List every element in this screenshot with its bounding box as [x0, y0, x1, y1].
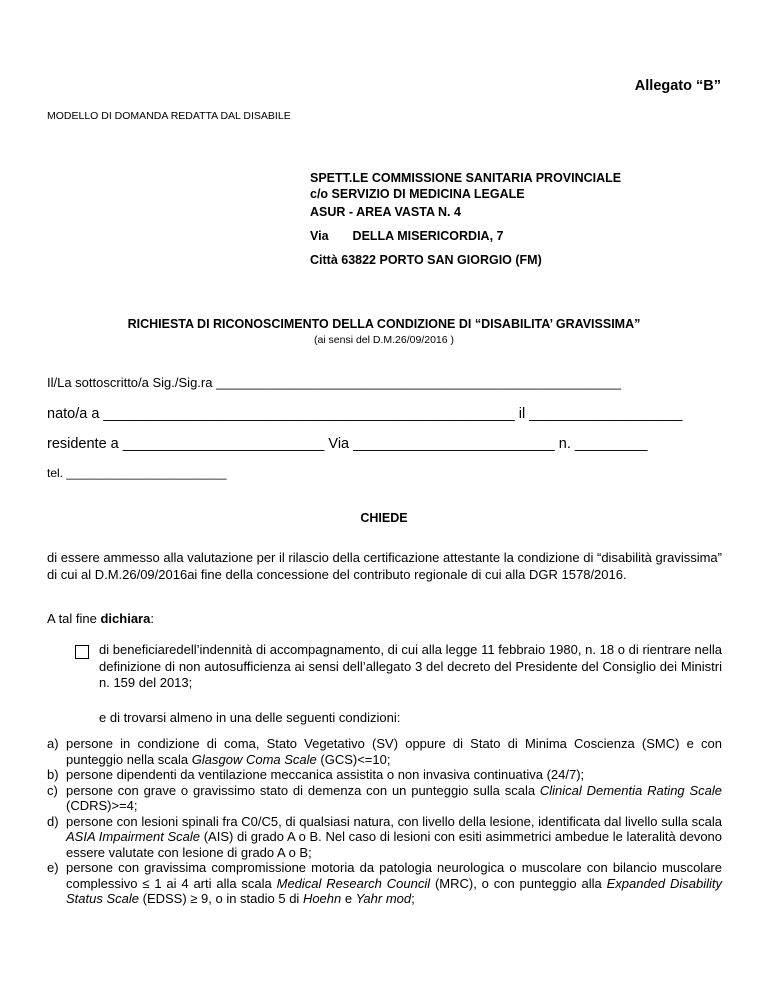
request-paragraph: di essere ammesso alla valutazione per il rilascio della certificazione attestante la condizione di “disabilità gravissima” di cui al D.M.26/09/2016ai fine della concessione del contributo regionale di cui alla DGR 1578/2016. [47, 550, 722, 582]
condition-italic: Glasgow Coma Scale [191, 751, 317, 767]
condition-text: persone con gravissima compromissione motoria da patologia neurologica o muscolare con bilancio muscolare complessivo ≤ 1 ai 4 arti alla scala [66, 860, 722, 891]
conditions-list [47, 736, 722, 907]
condition-text: e [341, 891, 356, 906]
accompagnamento-checkbox[interactable] [75, 645, 89, 659]
condition-text: persone con lesioni spinali fra C0/C5, di qualsiasi natura, con livello della lesione, identificata dal livello sulla scala [66, 813, 722, 829]
condition-italic: ASIA Impairment Scale [66, 829, 201, 844]
condition-text: persone con grave o gravissimo stato di demenza con un punteggio sulla scala [66, 782, 540, 798]
condition-text: persone in condizione di coma, Stato Vegetativo (SV) oppure di Stato di Minima Coscienza (SMC) e con punteggio nella scala [66, 736, 722, 767]
conditions-intro: e di trovarsi almeno in una delle seguenti condizioni: [99, 710, 401, 725]
list-marker: c) [47, 782, 58, 798]
condition-e [47, 860, 722, 907]
condition-a [47, 736, 722, 767]
checkbox-text: di beneficiaredell’indennità di accompagnamento, di cui alla legge 11 febbraio 1980, n. 18 o di rientrare nella definizione di non autosufficienza ai sensi dell’allegato 3 del decreto del Presidente del Consiglio dei Ministri n. 159 del 2013; [99, 642, 722, 690]
condition-text: (GCS)<=10; [316, 751, 391, 767]
via-value: DELLA MISERICORDIA, 7 [352, 229, 504, 243]
dichiara-suffix: : [150, 611, 154, 626]
recipient-via [310, 229, 503, 243]
recipient-line-2: c/o SERVIZIO DI MEDICINA LEGALE [310, 187, 525, 201]
condition-italic: Hoehn [302, 891, 342, 906]
dichiara-prefix: A tal fine [47, 611, 101, 626]
recipient-line-3: ASUR - AREA VASTA N. 4 [310, 205, 461, 219]
condition-text: ; [411, 891, 415, 906]
condition-text: (MRC), o con punteggio alla [430, 875, 607, 891]
via-label: Via [310, 229, 329, 243]
field-tel[interactable]: tel. ________________________ [47, 466, 227, 480]
dichiara-line [47, 611, 722, 628]
recipient-citta: Città 63822 PORTO SAN GIORGIO (FM) [310, 253, 542, 267]
condition-c [47, 783, 722, 814]
condition-text: (CDRS)>=4; [66, 798, 138, 813]
condition-text: (EDSS) ≥ 9, o in stadio 5 di [139, 891, 303, 906]
condition-italic: Clinical Dementia Rating Scale [539, 782, 722, 798]
condition-text: persone dipendenti da ventilazione meccanica assistita o non invasiva continuativa (24/7); [66, 767, 585, 782]
list-marker: d) [47, 813, 59, 829]
list-marker: e) [47, 860, 59, 875]
list-marker: a) [47, 736, 59, 751]
condition-text: (AIS) di grado A o B. Nel caso di lesioni con esiti asimmetrici ambedue le lateralità devono essere valutate con lesione di grado A o B; [66, 829, 723, 860]
field-nato[interactable]: nato/a a ___________________________________________________ il ___________________ [47, 406, 683, 422]
allegato-label: Allegato “B” [634, 78, 721, 94]
dichiara-bold: dichiara [100, 611, 151, 626]
condition-italic: Medical Research Council [276, 875, 431, 891]
document-subtitle: (ai sensi del D.M.26/09/2016 ) [313, 334, 455, 346]
field-sottoscritto[interactable]: Il/La sottoscritto/a Sig./Sig.ra ________________________________________________________ [47, 375, 621, 390]
recipient-line-1: SPETT.LE COMMISSIONE SANITARIA PROVINCIALE [310, 171, 622, 185]
condition-italic: Yahr mod [355, 891, 412, 906]
condition-d [47, 814, 722, 861]
condition-b [47, 767, 722, 783]
modello-label: MODELLO DI DOMANDA REDATTA DAL DISABILE [47, 110, 291, 122]
document-title: RICHIESTA DI RICONOSCIMENTO DELLA CONDIZIONE DI “DISABILITA’ GRAVISSIMA” [127, 317, 641, 331]
list-marker: b) [47, 767, 59, 782]
field-residente[interactable]: residente a _________________________ Via _________________________ n. _________ [47, 436, 648, 452]
chiede-heading: CHIEDE [360, 511, 408, 525]
condition-italic: Expanded Disability Status Scale [66, 875, 722, 906]
